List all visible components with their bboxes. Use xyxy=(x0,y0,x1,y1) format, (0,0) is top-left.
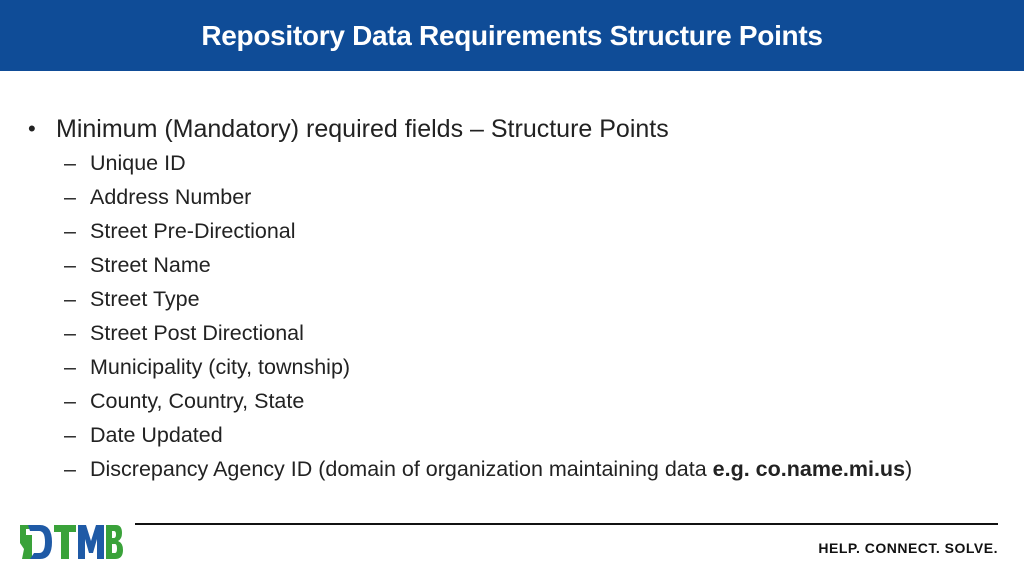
agency-id-example: e.g. co.name.mi.us xyxy=(712,456,906,481)
slide-content xyxy=(28,112,1008,486)
list-item xyxy=(64,146,1008,180)
list-item xyxy=(64,384,1008,418)
list-item-text: Street Name xyxy=(90,252,211,277)
list-item-text: Date Updated xyxy=(90,422,223,447)
dash-icon: – xyxy=(64,422,76,447)
bullet-icon: • xyxy=(28,116,36,141)
list-item xyxy=(64,282,1008,316)
field-list xyxy=(28,146,1008,486)
title-bar xyxy=(0,0,1024,71)
main-bullet-text: Minimum (Mandatory) required fields – Structure Points xyxy=(56,114,669,143)
list-item xyxy=(64,214,1008,248)
dash-icon: – xyxy=(64,354,76,379)
list-item-agency-id xyxy=(64,452,1008,486)
list-item xyxy=(64,316,1008,350)
dash-icon: – xyxy=(64,320,76,345)
list-item xyxy=(64,418,1008,452)
list-item-text: Unique ID xyxy=(90,150,186,175)
list-item-text: County, Country, State xyxy=(90,388,305,413)
dash-icon: – xyxy=(64,388,76,413)
footer-divider xyxy=(135,523,998,525)
list-item-text xyxy=(90,457,912,482)
dash-icon: – xyxy=(64,456,76,481)
list-item xyxy=(64,350,1008,384)
main-bullet xyxy=(28,112,1008,146)
dash-icon: – xyxy=(64,286,76,311)
agency-id-text: Discrepancy Agency ID (domain of organization maintaining data xyxy=(90,456,713,481)
footer-tagline: HELP. CONNECT. SOLVE. xyxy=(818,540,998,556)
dash-icon: – xyxy=(64,150,76,175)
list-item-text: Municipality (city, township) xyxy=(90,354,351,379)
list-item-text: Address Number xyxy=(90,184,252,209)
list-item xyxy=(64,180,1008,214)
list-item-text: Street Post Directional xyxy=(90,320,304,345)
list-item xyxy=(64,248,1008,282)
list-item-text: Street Type xyxy=(90,286,200,311)
dash-icon: – xyxy=(64,218,76,243)
dash-icon: – xyxy=(64,184,76,209)
list-item-text: Street Pre-Directional xyxy=(90,218,296,243)
dtmb-logo xyxy=(18,521,124,563)
slide-title: Repository Data Requirements Structure Points xyxy=(201,19,823,51)
dash-icon: – xyxy=(64,252,76,277)
agency-id-suffix: ) xyxy=(905,456,913,481)
